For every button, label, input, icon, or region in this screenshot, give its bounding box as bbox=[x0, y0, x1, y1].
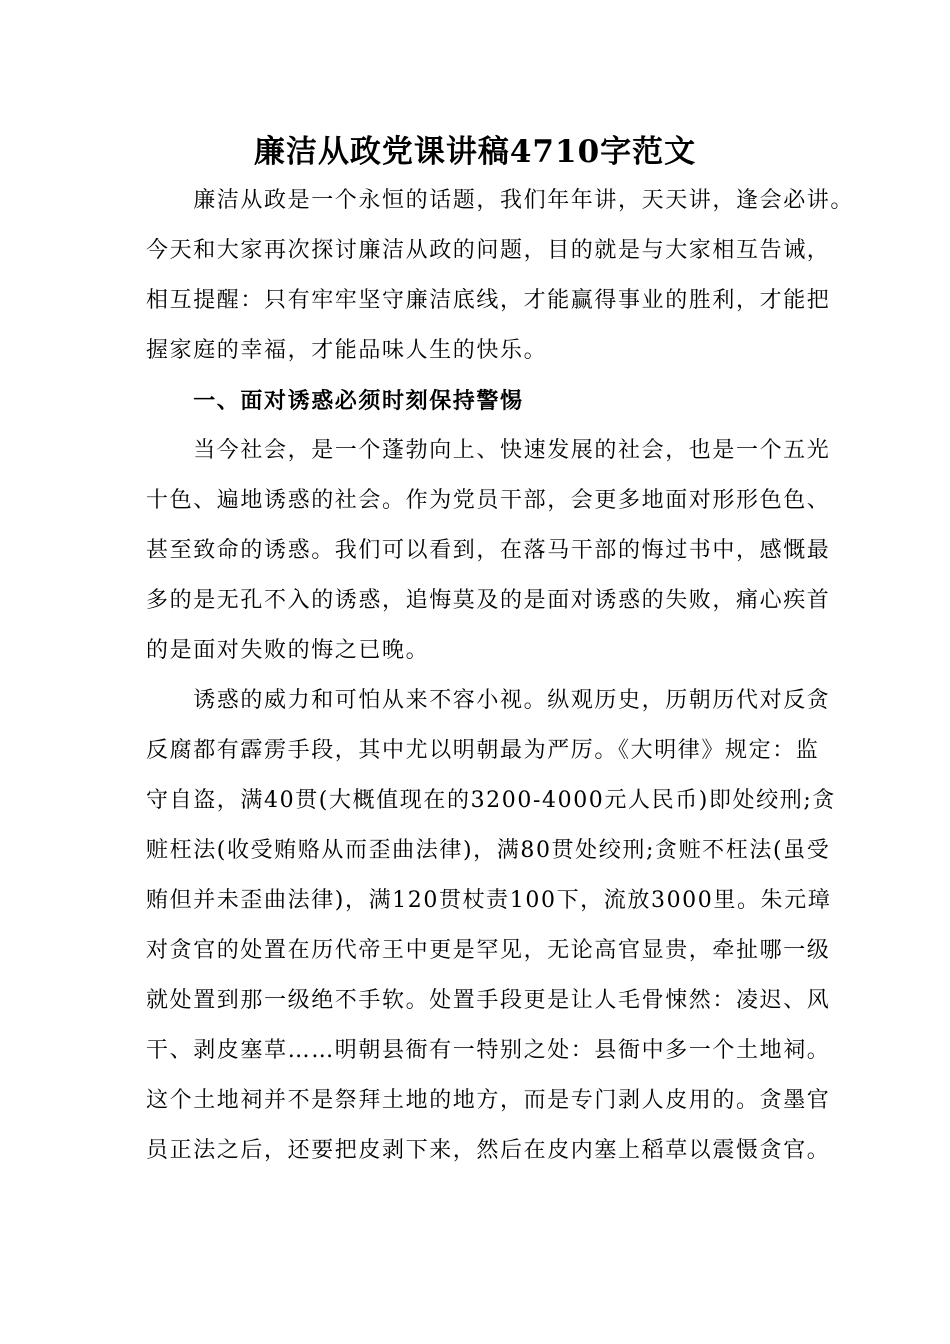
paragraph-line: 干、剥皮塞草……明朝县衙有一特别之处：县衙中多一个土地祠。 bbox=[146, 1038, 831, 1063]
paragraph-line: 的是面对失败的悔之已晚。 bbox=[146, 638, 430, 663]
intro-line: 握家庭的幸福，才能品味人生的快乐。 bbox=[146, 338, 548, 363]
intro-line: 廉洁从政是一个永恒的话题，我们年年讲，天天讲，逢会必讲。 bbox=[146, 188, 855, 213]
intro-line: 今天和大家再次探讨廉洁从政的问题，目的就是与大家相互告诫， bbox=[146, 238, 831, 263]
paragraph-line: 诱惑的威力和可怕从来不容小视。纵观历史，历朝历代对反贪 bbox=[146, 688, 831, 713]
paragraph-line: 甚至致命的诱惑。我们可以看到，在落马干部的悔过书中，感慨最 bbox=[146, 538, 831, 563]
paragraph-line: 多的是无孔不入的诱惑，追悔莫及的是面对诱惑的失败，痛心疾首 bbox=[146, 588, 831, 613]
section-heading: 一、面对诱惑必须时刻保持警惕 bbox=[146, 388, 524, 414]
document-title: 廉洁从政党课讲稿4710字范文 bbox=[253, 134, 697, 170]
paragraph-line: 赃枉法(收受贿赂从而歪曲法律)，满80贯处绞刑;贪赃不枉法(虽受 bbox=[146, 838, 831, 863]
paragraph-line: 十色、遍地诱惑的社会。作为党员干部，会更多地面对形形色色、 bbox=[146, 488, 831, 513]
paragraph-line: 反腐都有霹雳手段，其中尤以明朝最为严厉。《大明律》规定：监 bbox=[146, 738, 820, 763]
paragraph-line: 员正法之后，还要把皮剥下来，然后在皮内塞上稻草以震慑贪官。 bbox=[146, 1138, 831, 1163]
paragraph-line: 守自盗，满40贯(大概值现在的3200-4000元人民币)即处绞刑;贪 bbox=[146, 788, 836, 813]
paragraph-line: 这个土地祠并不是祭拜土地的地方，而是专门剥人皮用的。贪墨官 bbox=[146, 1088, 831, 1113]
paragraph-line: 对贪官的处置在历代帝王中更是罕见，无论高官显贵，牵扯哪一级 bbox=[146, 938, 831, 963]
paragraph-line: 当今社会，是一个蓬勃向上、快速发展的社会，也是一个五光 bbox=[146, 438, 831, 463]
paragraph-line: 贿但并未歪曲法律)，满120贯杖责100下，流放3000里。朱元璋 bbox=[146, 888, 832, 913]
paragraph-line: 就处置到那一级绝不手软。处置手段更是让人毛骨悚然：凌迟、风 bbox=[146, 988, 831, 1013]
intro-line: 相互提醒：只有牢牢坚守廉洁底线，才能赢得事业的胜利，才能把 bbox=[146, 288, 831, 313]
